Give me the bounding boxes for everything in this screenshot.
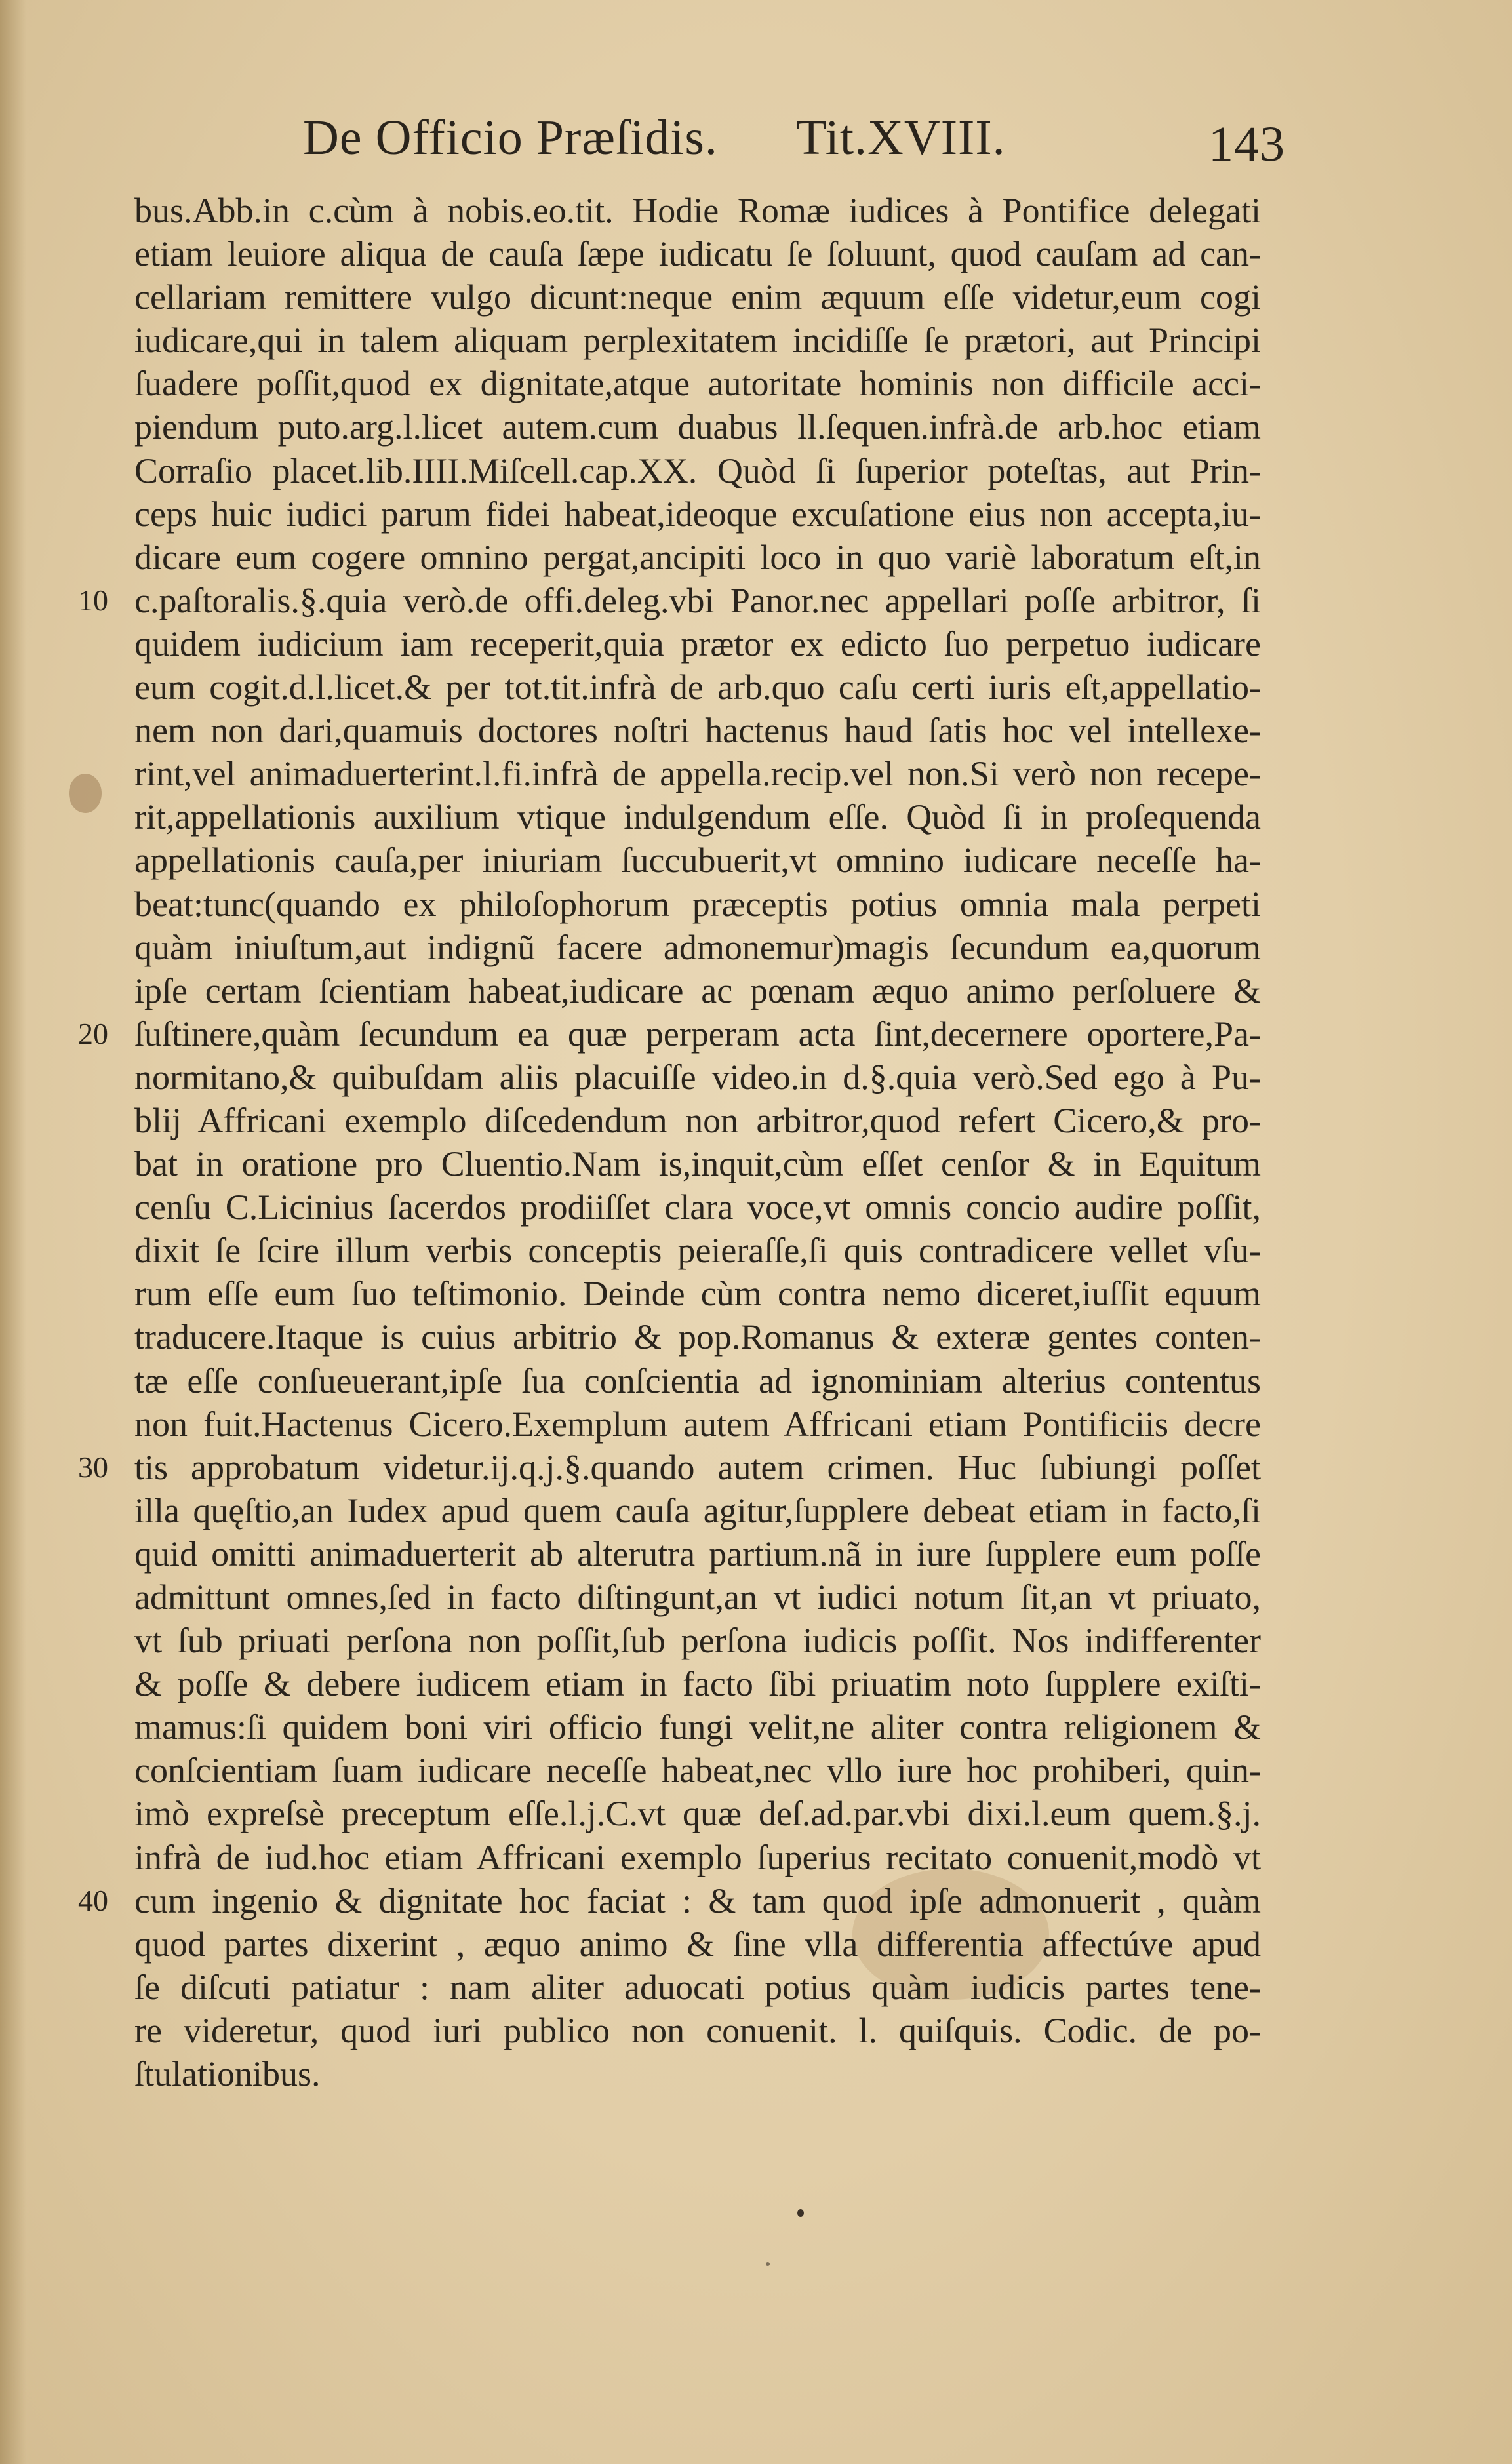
text-line	[134, 1836, 1261, 1879]
text-line	[134, 1749, 1261, 1792]
text-line	[134, 1315, 1261, 1359]
text-line	[134, 622, 1261, 666]
ink-speck	[766, 2262, 770, 2266]
text-line	[78, 1446, 1261, 1489]
text-line	[134, 362, 1261, 405]
line-text: quid omitti animaduerterit ab alterutra partium.nã in iure ſupplere eum poſſe	[134, 1534, 1261, 1574]
text-line	[134, 1922, 1261, 1966]
line-text: appellationis cauſa,per iniuriam ſuccubuerit,vt omnino iudicare neceſſe ha-	[134, 841, 1261, 881]
line-number: 20	[78, 1016, 108, 1050]
text-line	[78, 579, 1261, 622]
line-text: vt ſub priuati perſona non poſſit,ſub perſona iudicis poſſit. Nos indifferenter	[134, 1621, 1261, 1661]
text-line	[134, 1099, 1261, 1142]
text-line	[134, 1402, 1261, 1446]
line-text: quidem iudicium iam receperit,quia prætor ex edicto ſuo perpetuo iudicare	[134, 624, 1261, 664]
line-text: ipſe certam ſcientiam habeat,iudicare ac pœnam æquo animo perſoluere &	[134, 970, 1261, 1010]
line-text: mamus:ſi quidem boni viri officio fungi velit,ne aliter contra religionem &	[134, 1707, 1261, 1747]
text-line	[78, 1879, 1261, 1922]
text-line	[134, 969, 1261, 1012]
text-line	[134, 752, 1261, 795]
line-text: iudicare,qui in talem aliquam perplexitatem incidiſſe ſe prætori, aut Principi	[134, 321, 1261, 361]
page-gutter-shadow	[0, 0, 26, 2464]
line-text: admittunt omnes,ſed in facto diſtingunt,an vt iudici notum ſit,an vt priuato,	[134, 1578, 1261, 1617]
line-text: illa quęſtio,an Iudex apud quem cauſa agitur,ſupplere debeat etiam in facto,ſi	[134, 1490, 1261, 1530]
text-line	[134, 883, 1261, 926]
text-line	[134, 1229, 1261, 1272]
text-line	[134, 1576, 1261, 1619]
text-line	[134, 795, 1261, 839]
line-text: Corraſio placet.lib.IIII.Miſcell.cap.XX. Quòd ſi ſuperior poteſtas, aut Prin-	[134, 450, 1261, 490]
line-text: cum ingenio & dignitate hoc faciat : & tam quod ipſe admonuerit , quàm	[134, 1880, 1261, 1920]
line-number: 40	[78, 1883, 108, 1917]
text-line	[134, 1056, 1261, 1099]
ink-speck	[797, 2209, 804, 2217]
text-line	[134, 666, 1261, 709]
line-text: tæ eſſe conſueuerant,ipſe ſua conſcientia ad ignominiam alterius contentus	[134, 1361, 1261, 1401]
line-text: eum cogit.d.l.licet.& per tot.tit.infrà de arb.quo caſu certi iuris eſt,appellatio-	[134, 667, 1261, 707]
line-text: bus.Abb.in c.cùm à nobis.eo.tit. Hodie Romæ iudices à Pontifice delegati	[134, 191, 1261, 230]
text-block	[78, 189, 1261, 2096]
line-number: 10	[78, 583, 108, 617]
text-line	[134, 232, 1261, 275]
line-text: rum eſſe eum ſuo teſtimonio. Deinde cùm contra nemo diceret,iuſſit equum	[134, 1274, 1261, 1314]
text-line	[134, 1792, 1261, 1835]
header-title: De Officio Præſidis.	[303, 110, 718, 165]
line-text: bat in oratione pro Cluentio.Nam is,inquit,cùm eſſet cenſor & in Equitum	[134, 1144, 1261, 1184]
text-line	[134, 2052, 1261, 2096]
line-text: tis approbatum videtur.ij.q.j.§.quando autem crimen. Huc ſubiungi poſſet	[134, 1447, 1261, 1487]
line-text: ſuadere poſſit,quod ex dignitate,atque autoritate hominis non difficile acci-	[134, 364, 1261, 404]
line-text: non fuit.Hactenus Cicero.Exemplum autem Affricani etiam Pontificiis decre	[134, 1404, 1261, 1444]
text-line	[134, 1359, 1261, 1402]
line-text: etiam leuiore aliqua de cauſa ſæpe iudicatu ſe ſoluunt, quod cauſam ad can-	[134, 234, 1261, 274]
line-text: traducere.Itaque is cuius arbitrio & pop.Romanus & exteræ gentes conten-	[134, 1317, 1261, 1357]
line-text: & poſſe & debere iudicem etiam in facto ſibi priuatim noto ſupplere exiſti-	[134, 1664, 1261, 1704]
line-text: imò expreſsè preceptum eſſe.l.j.C.vt quæ deſ.ad.par.vbi dixi.l.eum quem.§.j.	[134, 1794, 1261, 1834]
text-line	[134, 275, 1261, 319]
line-number: 30	[78, 1450, 108, 1484]
page-number: 143	[1208, 117, 1285, 172]
text-line	[134, 926, 1261, 969]
text-line	[134, 839, 1261, 882]
line-text: cenſu C.Licinius ſacerdos prodiiſſet clara voce,vt omnis concio audire poſſit,	[134, 1187, 1261, 1227]
line-text: rint,vel animaduerterint.l.fi.infrà de appella.recip.vel non.Si verò non recepe-	[134, 754, 1261, 794]
text-line	[134, 1966, 1261, 2009]
text-line	[134, 1489, 1261, 1532]
line-text: quod partes dixerint , æquo animo & ſine vlla differentia affectúve apud	[134, 1924, 1261, 1964]
text-line	[134, 405, 1261, 448]
text-line	[134, 1532, 1261, 1576]
text-line	[134, 1662, 1261, 1705]
text-line	[134, 536, 1261, 579]
text-line	[134, 189, 1261, 232]
line-text: rit,appellationis auxilium vtique indulgendum eſſe. Quòd ſi in proſequenda	[134, 797, 1261, 837]
text-line	[134, 1619, 1261, 1662]
line-text: beat:tunc(quando ex philoſophorum præceptis potius omnia mala perpeti	[134, 884, 1261, 924]
header-section: Tit.XVIII.	[796, 110, 1006, 165]
line-text: c.paſtoralis.§.quia verò.de offi.deleg.vbi Panor.nec appellari poſſe arbitror, ſi	[134, 580, 1261, 620]
line-text: quàm iniuſtum,aut indignũ facere admonemur)magis ſecundum ea,quorum	[134, 927, 1261, 967]
line-text: dixit ſe ſcire illum verbis conceptis peieraſſe,ſi quis contradicere vellet vſu-	[134, 1231, 1261, 1271]
text-line	[134, 709, 1261, 752]
text-line	[134, 1272, 1261, 1315]
line-text: ſtulationibus.	[134, 2054, 321, 2094]
text-line	[134, 492, 1261, 536]
line-text: blij Affricani exemplo diſcedendum non arbitror,quod refert Cicero,& pro-	[134, 1100, 1261, 1140]
line-text: infrà de iud.hoc etiam Affricani exemplo ſuperius recitato conuenit,modò vt	[134, 1837, 1261, 1877]
line-text: dicare eum cogere omnino pergat,ancipiti loco in quo variè laboratum eſt,in	[134, 537, 1261, 577]
line-text: normitano,& quibuſdam aliis placuiſſe video.in d.§.quia verò.Sed ego à Pu-	[134, 1057, 1261, 1097]
line-text: ſe diſcuti patiatur : nam aliter aduocati potius quàm iudicis partes tene-	[134, 1967, 1261, 2007]
text-line	[134, 2009, 1261, 2052]
line-text: re videretur, quod iuri publico non conuenit. l. quiſquis. Codic. de po-	[134, 2010, 1261, 2050]
text-line	[134, 449, 1261, 492]
ink-stain	[69, 774, 102, 813]
line-text: ceps huic iudici parum fidei habeat,ideoque excuſatione eius non accepta,iu-	[134, 494, 1261, 534]
line-text: cellariam remittere vulgo dicunt:neque enim æquum eſſe videtur,eum cogi	[134, 277, 1261, 317]
line-text: nem non dari,quamuis doctores noſtri hactenus haud ſatis hoc vel intellexe-	[134, 711, 1261, 751]
text-line	[134, 1185, 1261, 1229]
line-text: piendum puto.arg.l.licet autem.cum duabus ll.ſequen.infrà.de arb.hoc etiam	[134, 407, 1261, 447]
text-line	[78, 1012, 1261, 1056]
text-line	[134, 319, 1261, 362]
text-line	[134, 1142, 1261, 1185]
running-header	[131, 98, 1285, 177]
text-line	[134, 1705, 1261, 1749]
line-text: ſuſtinere,quàm ſecundum ea quæ perperam acta ſint,decernere oportere,Pa-	[134, 1014, 1261, 1054]
line-text: conſcientiam ſuam iudicare neceſſe habeat,nec vllo iure hoc prohiberi, quin-	[134, 1751, 1261, 1791]
